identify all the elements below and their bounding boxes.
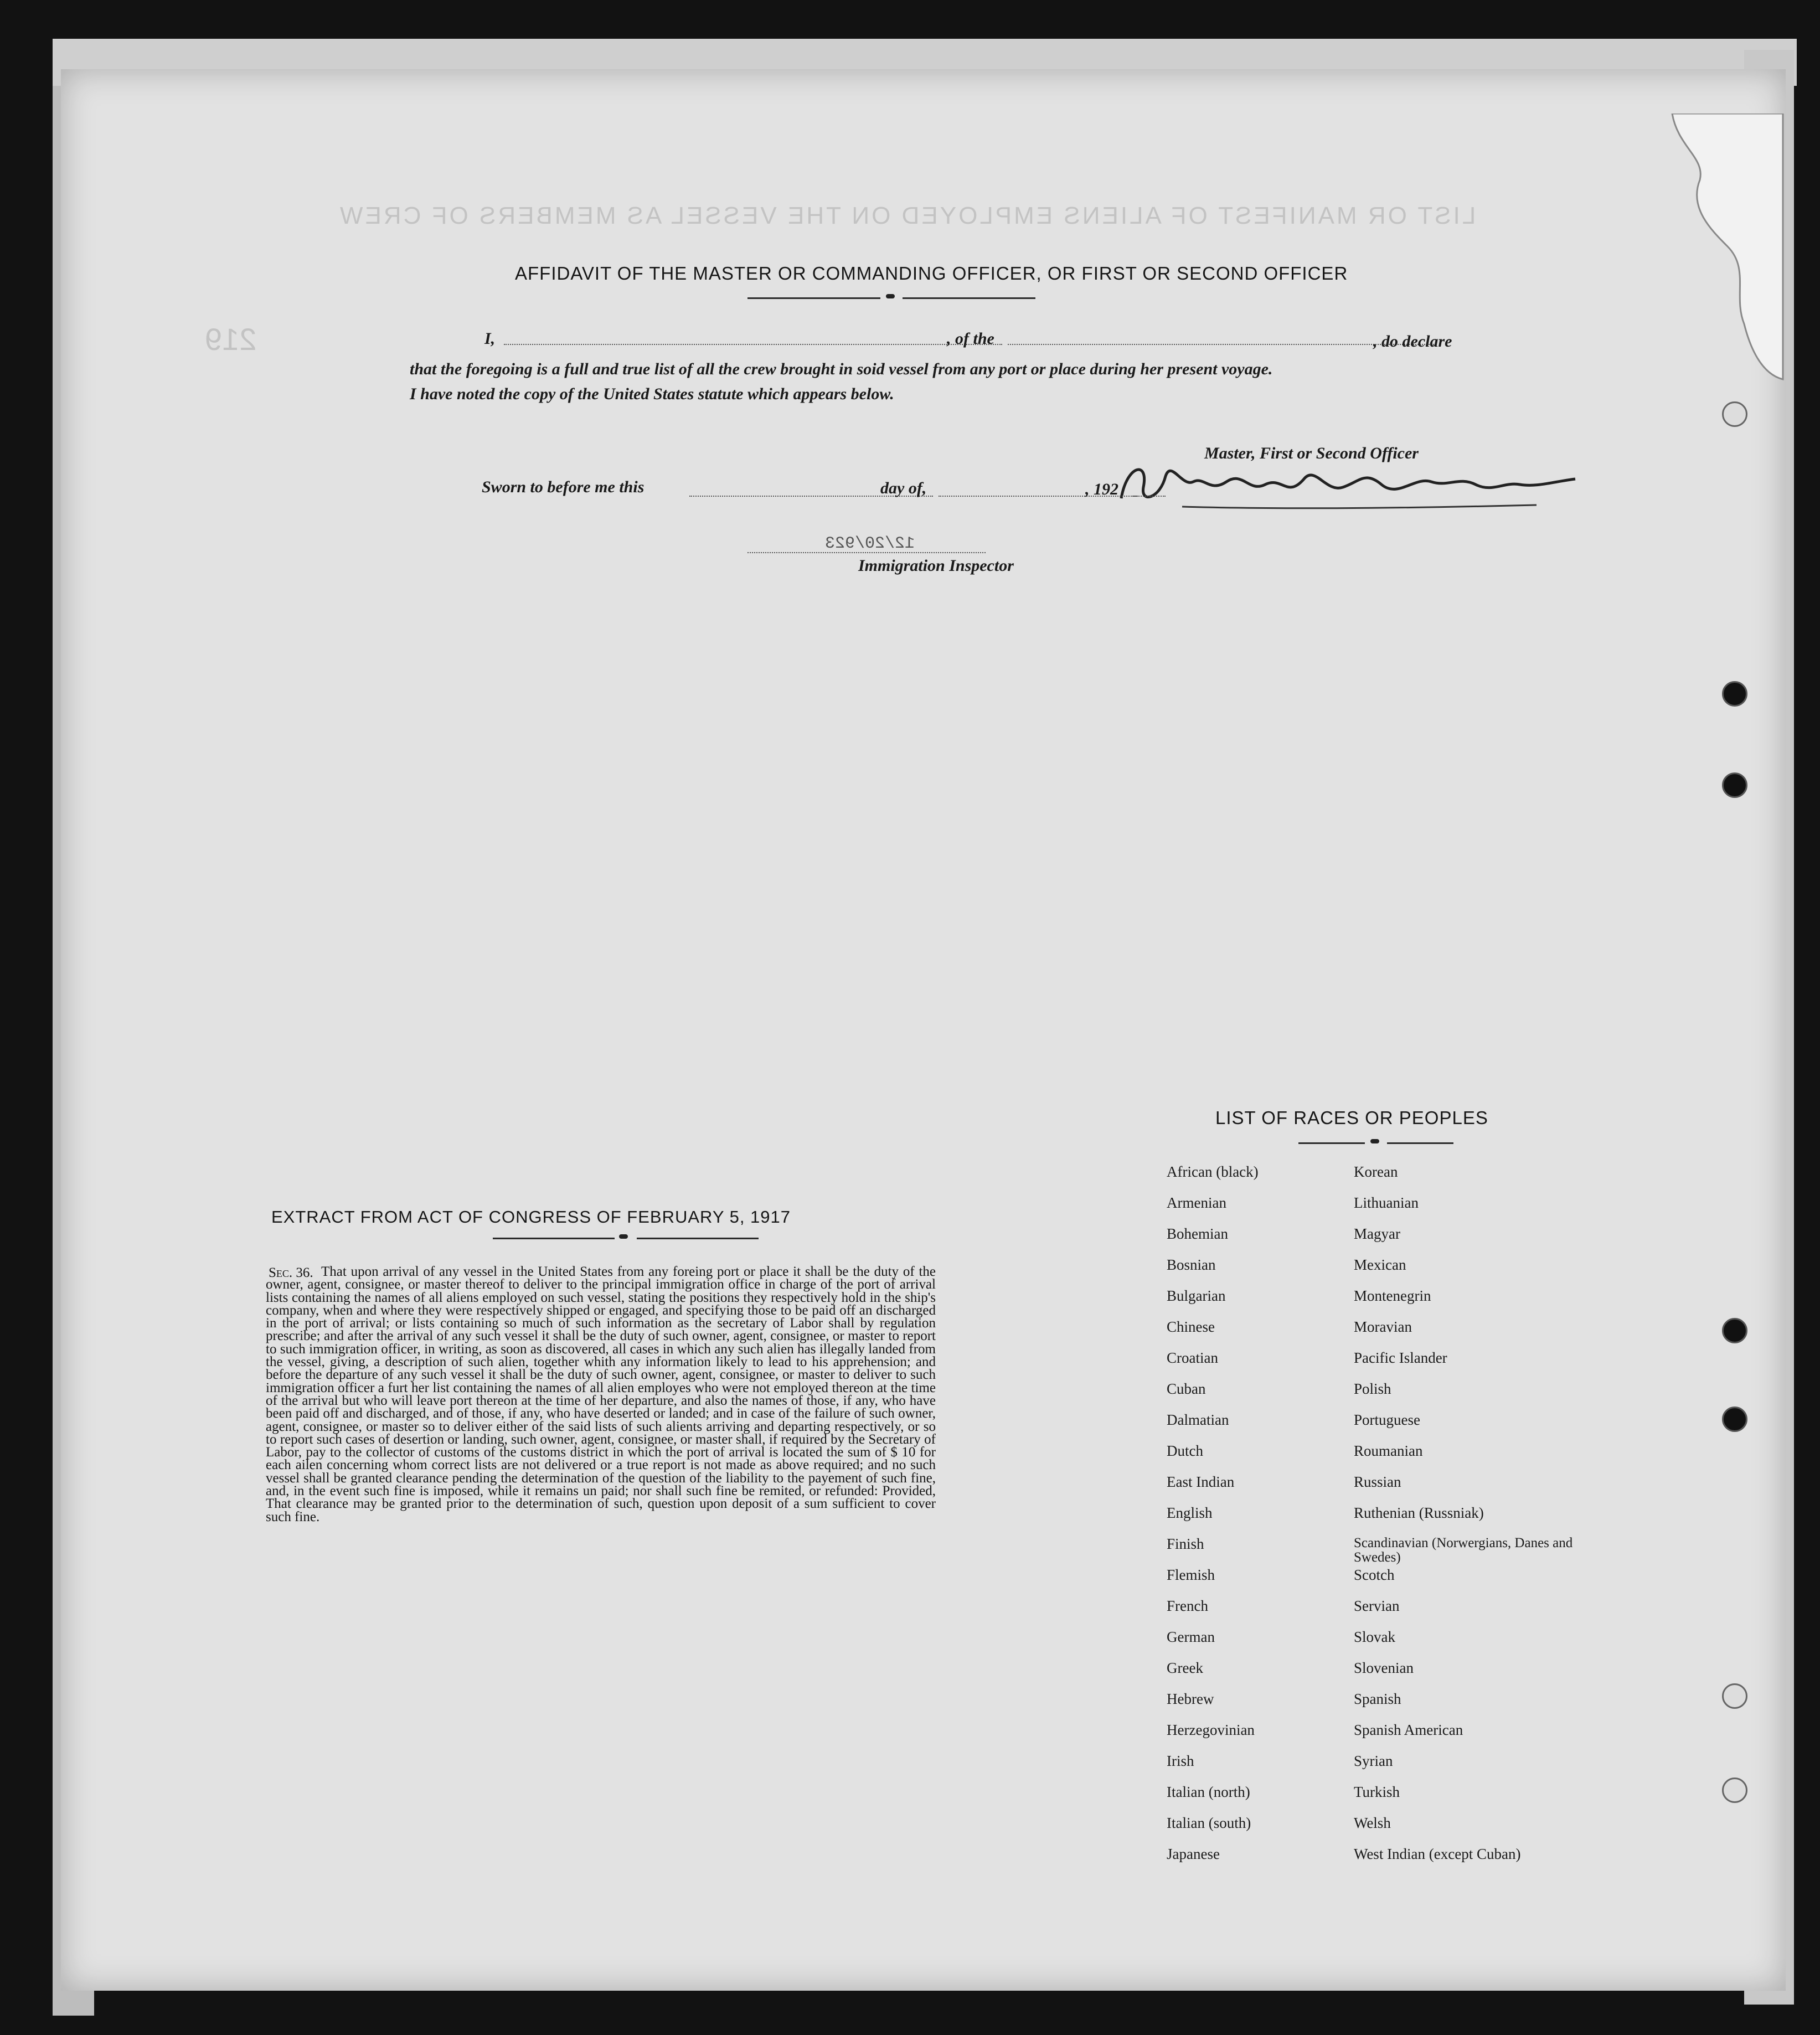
race-item: Turkish — [1354, 1784, 1400, 1800]
race-item: Japanese — [1167, 1846, 1220, 1862]
inspector-blank[interactable] — [747, 552, 986, 553]
race-item: Mexican — [1354, 1256, 1406, 1273]
race-item: Hebrew — [1167, 1691, 1214, 1707]
race-item: Syrian — [1354, 1753, 1393, 1769]
race-item: Portuguese — [1354, 1411, 1420, 1428]
sworn-label: Sworn to before me this — [482, 478, 645, 496]
affidavit-title-rule-left — [747, 297, 880, 299]
race-item: Bulgarian — [1167, 1287, 1226, 1304]
race-item: Magyar — [1354, 1225, 1400, 1242]
punch-hole — [1722, 1407, 1747, 1432]
affidavit-of-the: , of the — [947, 329, 994, 348]
races-right-column — [1354, 1164, 1575, 1877]
race-item: Greek — [1167, 1660, 1203, 1676]
race-item: French — [1167, 1598, 1208, 1614]
race-item: German — [1167, 1629, 1215, 1645]
race-item: Scandinavian (Norwergians, Danes and Swedes) — [1354, 1536, 1573, 1565]
punch-hole — [1722, 1683, 1747, 1709]
inspector-label: Immigration Inspector — [858, 557, 1014, 575]
race-item: Roumanian — [1354, 1442, 1423, 1459]
punch-hole — [1722, 1778, 1747, 1803]
race-item: East Indian — [1167, 1474, 1235, 1490]
race-item: Montenegrin — [1354, 1287, 1431, 1304]
race-item: Slovenian — [1354, 1660, 1414, 1676]
manifest-page — [61, 69, 1786, 1991]
affidavit-title-rule-right — [903, 297, 1035, 299]
affidavit-line2: that the foregoing is a full and true list of all the crew brought in soid vessel from any port or place during her present voyage. — [410, 360, 1273, 378]
race-item: Spanish American — [1354, 1722, 1463, 1738]
year-label: , 192 — [1085, 480, 1118, 498]
race-item: Irish — [1167, 1753, 1194, 1769]
extract-title: EXTRACT FROM ACT OF CONGRESS OF FEBRUARY 5, 1917 — [271, 1207, 791, 1227]
races-title-rule-left — [1298, 1142, 1365, 1144]
race-item: Croatian — [1167, 1349, 1218, 1366]
race-item: Bohemian — [1167, 1225, 1228, 1242]
vessel-blank[interactable] — [1008, 344, 1434, 345]
punch-hole — [1722, 681, 1747, 707]
race-item: Bosnian — [1167, 1256, 1216, 1273]
race-item: Dalmatian — [1167, 1411, 1229, 1428]
punch-hole — [1722, 401, 1747, 427]
punch-hole — [1722, 772, 1747, 798]
affidavit-i: I, — [484, 329, 496, 348]
extract-title-rule-dots — [619, 1234, 628, 1244]
race-item: Cuban — [1167, 1380, 1206, 1397]
race-item: African (black) — [1167, 1163, 1259, 1180]
inspector-stamp-number: 12/20/923 — [825, 534, 915, 553]
race-item: Finish — [1167, 1536, 1204, 1552]
extract-title-rule-right — [637, 1238, 759, 1239]
race-item: Scotch — [1354, 1567, 1395, 1583]
punch-hole — [1722, 1318, 1747, 1343]
day-of-label: day of, — [880, 479, 927, 497]
race-item: Flemish — [1167, 1567, 1215, 1583]
year-blank[interactable] — [1132, 496, 1166, 497]
race-item: West Indian (except Cuban) — [1354, 1846, 1521, 1862]
race-item: Pacific Islander — [1354, 1349, 1447, 1366]
race-item: English — [1167, 1505, 1213, 1521]
race-item: Lithuanian — [1354, 1194, 1419, 1211]
races-title-rule-right — [1387, 1142, 1453, 1144]
affidavit-title-rule-dots — [886, 294, 895, 304]
race-item: Slovak — [1354, 1629, 1396, 1645]
race-item: Herzegovinian — [1167, 1722, 1255, 1738]
affidavit-line3: I have noted the copy of the United States statute which appears below. — [410, 385, 894, 403]
race-item: Spanish — [1354, 1691, 1401, 1707]
race-item: Armenian — [1167, 1194, 1226, 1211]
bleed-through-header: LIST OR MANIFEST OF ALIENS EMPLOYED ON THE VESSEL AS MEMBERS OF CREW — [338, 202, 1476, 229]
race-item: Polish — [1354, 1380, 1391, 1397]
affidavit-title: AFFIDAVIT OF THE MASTER OR COMMANDING OFFICER, OR FIRST OR SECOND OFFICER — [515, 263, 1348, 284]
races-title: LIST OF RACES OR PEOPLES — [1215, 1107, 1488, 1128]
bleed-through-sheet-number: 219 — [205, 322, 257, 357]
signer-title: Master, First or Second Officer — [1204, 444, 1419, 462]
race-item: Ruthenian (Russniak) — [1354, 1505, 1484, 1521]
races-title-rule-dots — [1370, 1139, 1379, 1149]
race-item: Italian (north) — [1167, 1784, 1250, 1800]
torn-corner — [1667, 114, 1788, 401]
race-item: Russian — [1354, 1474, 1401, 1490]
race-item: Welsh — [1354, 1815, 1391, 1831]
master-signature — [1116, 454, 1592, 515]
race-item: Servian — [1354, 1598, 1400, 1614]
race-item: Korean — [1354, 1163, 1398, 1180]
affidavit-declare: , do declare — [1373, 332, 1452, 351]
extract-title-rule-left — [493, 1238, 615, 1239]
race-item: Dutch — [1167, 1442, 1203, 1459]
race-item: Moravian — [1354, 1318, 1412, 1335]
race-item: Italian (south) — [1167, 1815, 1251, 1831]
extract-body: That upon arrival of any vessel in the United States from any foreing port or place it shall be the duty of the owner, agent, consignee, or master thereof to deliver to the principal immigration office in charge of the port of arrival lists containing the names of all aliens employed on such vessel, stating the positions they respectively hold in the ship's company, when and where they were respectively shipped or engaged, and specifying those to be paid off an discharged in the port of arrival; or lists containing so much of such information as the secretary of Labor shall by regulation prescribe; and after the arrival of any such vessel it shall be the duty of such owner, agent, consignee, or master to report to such immigration officer, in writing, as soon as discovered, all cases in which any such alien has illegally landed from the vessel, giving, a description of such alien, together whith any information likely to lead to his apprehension; and before the departure of any such vessel it shall be the duty of such owner, agent, consignee, or master to deliver to such immigration officer a furt her list containing the names of all alien employes who were not employed thereon at the time of the arrival but who will leave port thereon at the time of her departure, and also the names of those, if any, who have been paid off and discharged, and of those, if any, who have deserted or landed; and in case of the failure of such owner, agent, consignee, or master so to deliver either of the said lists of such alients arriving and departing respectively, or so to report such cases of desertion or landing, such owner, agent, consignee, or master shall, if required by the Secretary of Labor, pay to the collector of customs of the customs district in which the port of arrival is located the sum of $ 10 for each ailen concerning whom correct lists are not delivered or a true report is not made as above required; and no such vessel shall be granted clearance pending the determination of the question of the liability to the payement of such fine, and, in the event such fine is imposed, while it remains un paid; nor shall such fine be remited, or refunded: Provided, That clearance may be granted prior to the determination of such, question upon deposit of a sum sufficient to cover such fine. — [266, 1264, 936, 1524]
race-item: Chinese — [1167, 1318, 1215, 1335]
extract-section-label: Sec. 36. — [269, 1265, 313, 1280]
name-blank[interactable] — [504, 344, 1002, 345]
races-left-column — [1167, 1164, 1344, 1877]
